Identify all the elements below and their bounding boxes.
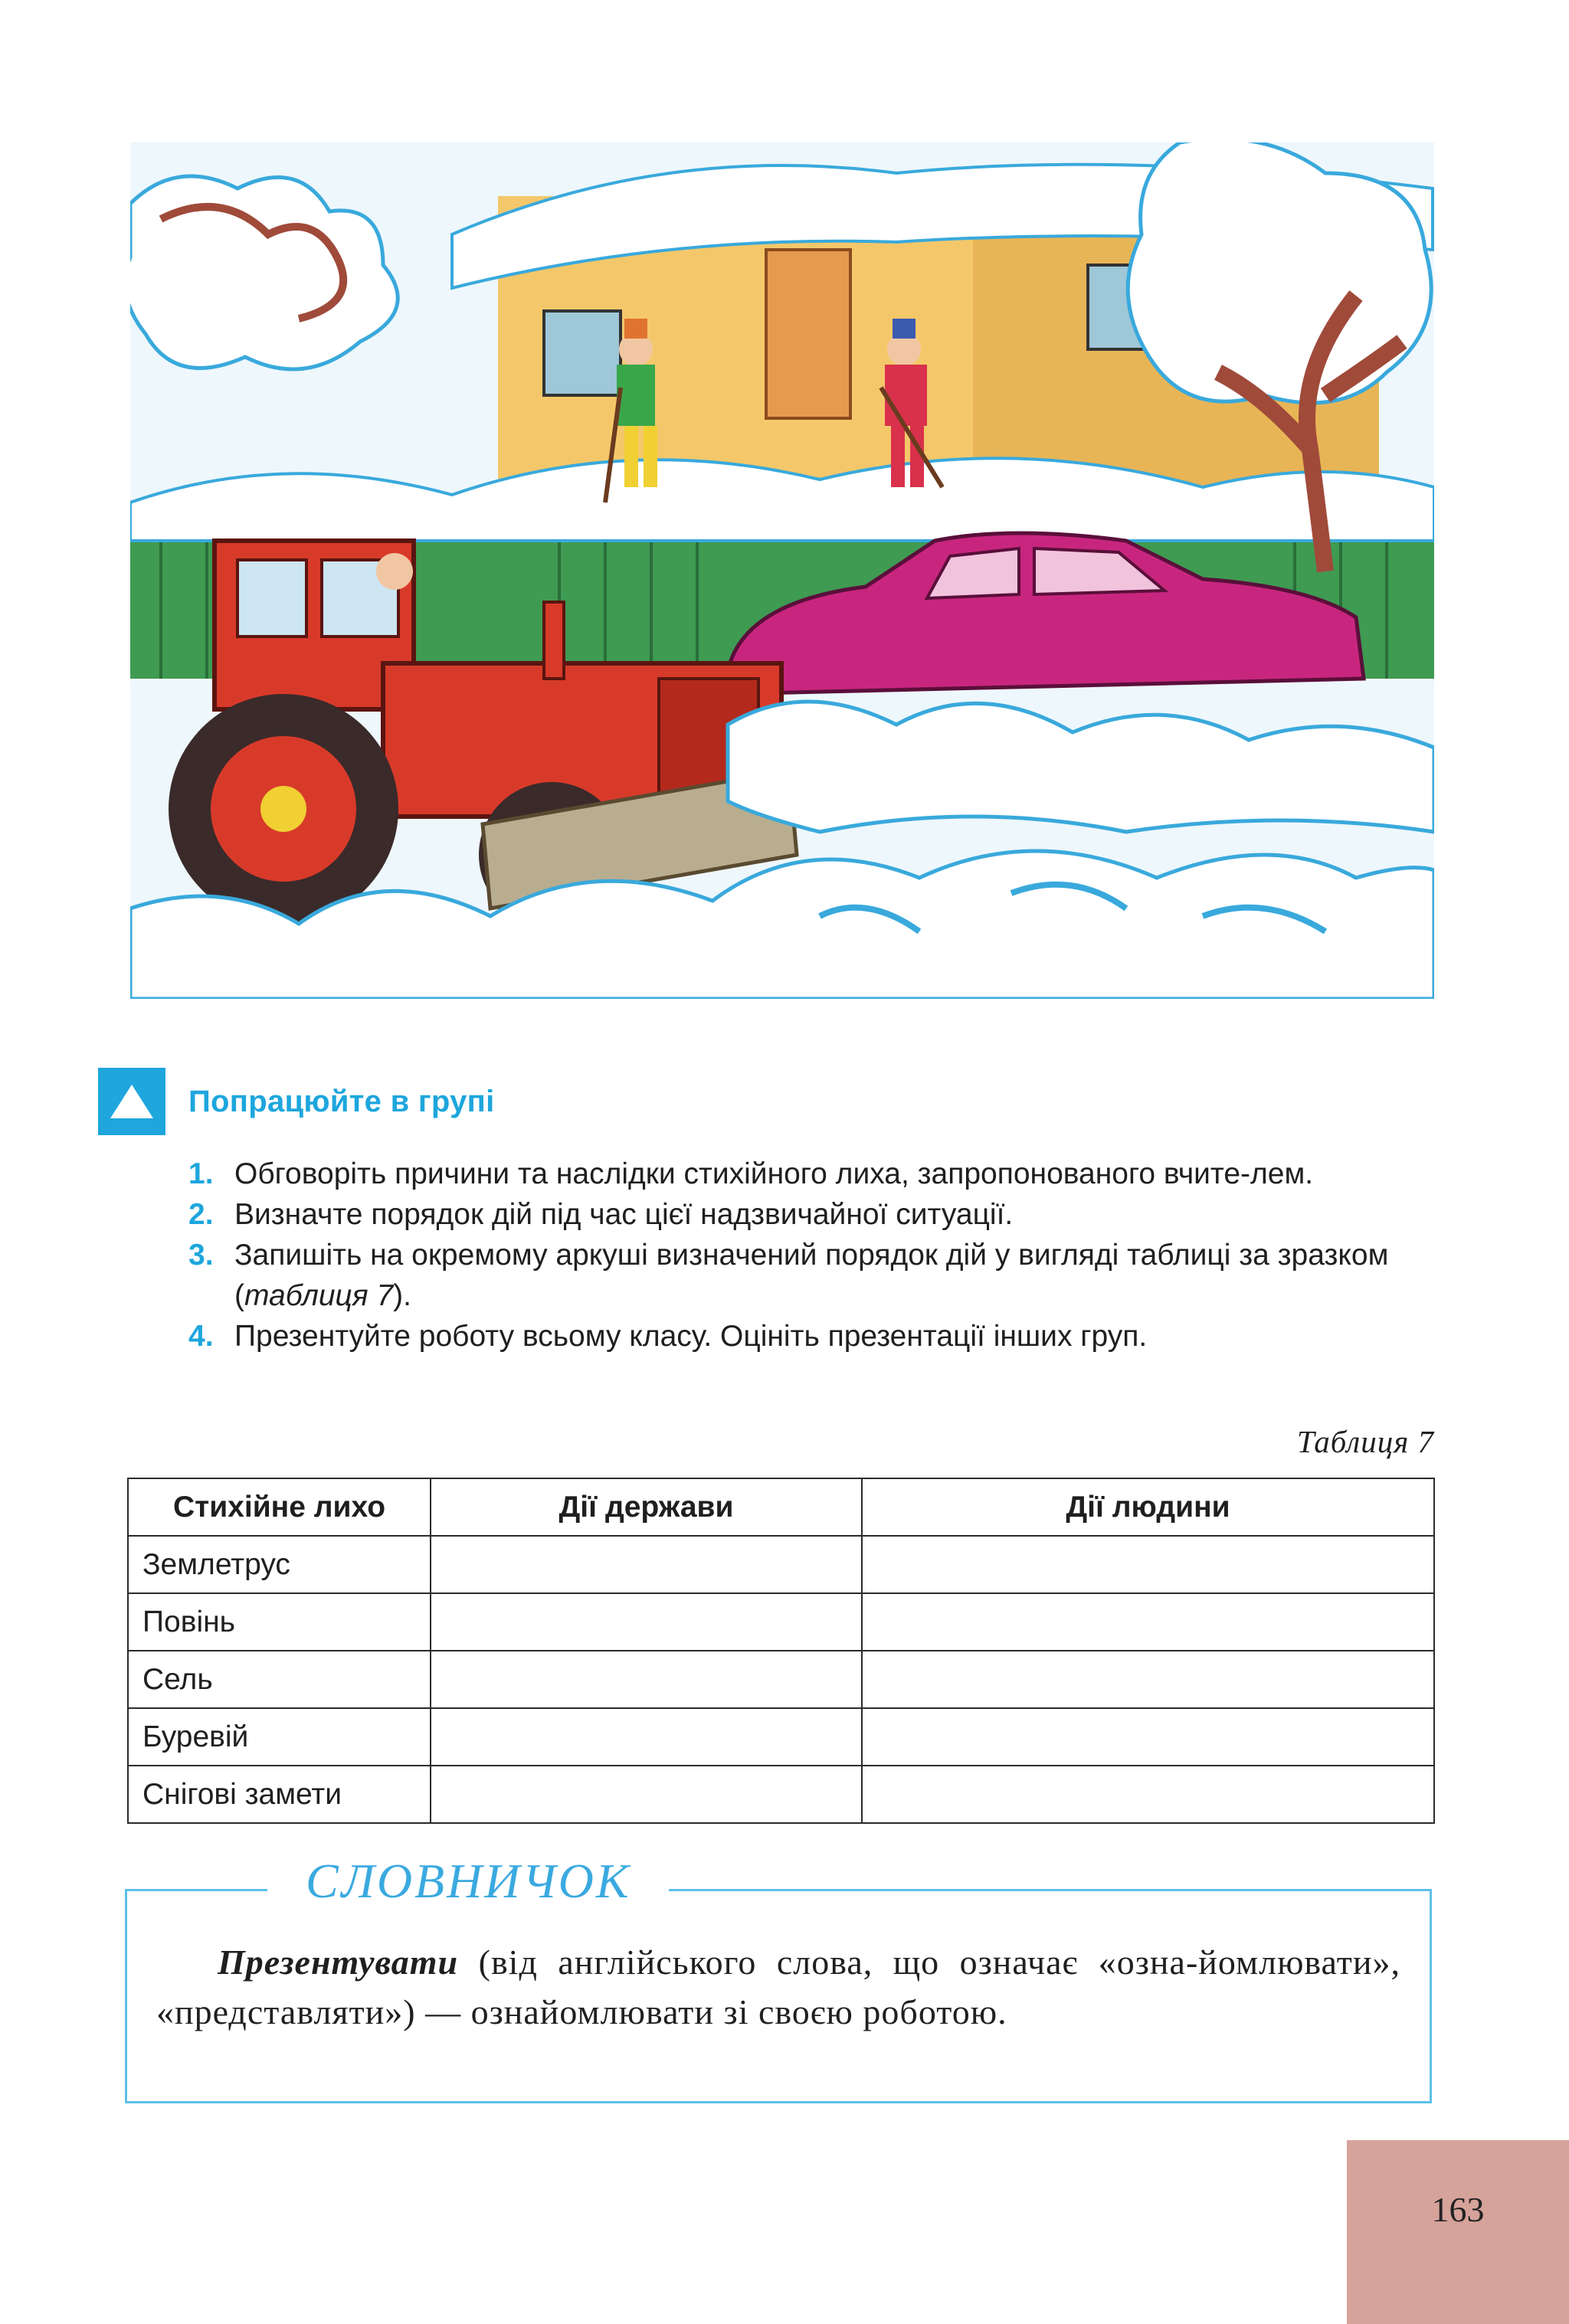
task-text: Презентуйте роботу всьому класу. Оцініть презентації інших груп. bbox=[234, 1320, 1148, 1353]
task-text: Визначте порядок дій під час цієї надзвичайної ситуації. bbox=[234, 1198, 1014, 1231]
illustration-svg bbox=[130, 142, 1434, 999]
table-cell: Буревій bbox=[128, 1708, 431, 1766]
table-cell bbox=[862, 1766, 1434, 1823]
table-cell bbox=[431, 1593, 862, 1651]
glossary-title-wrap bbox=[267, 1847, 669, 1916]
triangle-icon bbox=[98, 1068, 165, 1135]
task-number: 2. bbox=[188, 1198, 214, 1231]
disasters-table bbox=[127, 1478, 1435, 1824]
page-number-tab bbox=[1347, 2140, 1569, 2324]
table-cell: Землетрус bbox=[128, 1536, 431, 1593]
table-cell bbox=[431, 1651, 862, 1708]
table-row bbox=[128, 1708, 1434, 1766]
group-work-heading bbox=[98, 1066, 495, 1137]
task-number: 3. bbox=[188, 1239, 214, 1272]
column-header: Стихійне лихо bbox=[128, 1478, 431, 1536]
table-cell: Сель bbox=[128, 1651, 431, 1708]
task-text-part: Запишіть на окремому аркуші визначений порядок дій у вигляді таблиці за зразком ( bbox=[234, 1239, 1389, 1312]
snow-clearing-illustration bbox=[130, 142, 1434, 999]
table-header-row bbox=[128, 1478, 1434, 1536]
task-number: 4. bbox=[188, 1320, 214, 1353]
glossary-term: Презентувати bbox=[218, 1943, 459, 1982]
table-cell bbox=[862, 1536, 1434, 1593]
table-row bbox=[128, 1536, 1434, 1593]
task-number: 1. bbox=[188, 1157, 214, 1190]
table-cell bbox=[431, 1766, 862, 1823]
table-row bbox=[128, 1651, 1434, 1708]
glossary-definition bbox=[156, 1937, 1400, 2037]
table-cell bbox=[862, 1708, 1434, 1766]
task-item bbox=[188, 1316, 1437, 1357]
task-item bbox=[188, 1194, 1437, 1235]
task-list bbox=[188, 1154, 1437, 1357]
page-number: 163 bbox=[1431, 2190, 1485, 2229]
table-cell bbox=[431, 1708, 862, 1766]
table-row bbox=[128, 1766, 1434, 1823]
table-cell bbox=[862, 1651, 1434, 1708]
task-item bbox=[188, 1235, 1437, 1316]
table-cell: Повінь bbox=[128, 1593, 431, 1651]
glossary-title: СЛОВНИЧОК bbox=[306, 1854, 631, 1908]
glossary-box bbox=[125, 1854, 1432, 2103]
task-text bbox=[234, 1235, 1437, 1316]
glossary-definition-text: (від англійського слова, що означає «озна-йомлювати», «представляти») — ознайомлювати зі своєю роботою. bbox=[156, 1943, 1400, 2031]
task-text: Обговоріть причини та наслідки стихійного лиха, запропонованого вчите-лем. bbox=[234, 1157, 1314, 1190]
table-reference: таблиця 7 bbox=[244, 1279, 394, 1312]
task-text-part: ). bbox=[393, 1279, 411, 1312]
table-caption: Таблиця 7 bbox=[1296, 1424, 1434, 1459]
table-row bbox=[128, 1593, 1434, 1651]
table-cell bbox=[862, 1593, 1434, 1651]
group-work-title: Попрацюйте в групі bbox=[188, 1084, 495, 1118]
table-cell bbox=[431, 1536, 862, 1593]
column-header: Дії держави bbox=[431, 1478, 862, 1536]
task-item bbox=[188, 1154, 1437, 1194]
table-cell: Снігові замети bbox=[128, 1766, 431, 1823]
column-header: Дії людини bbox=[862, 1478, 1434, 1536]
